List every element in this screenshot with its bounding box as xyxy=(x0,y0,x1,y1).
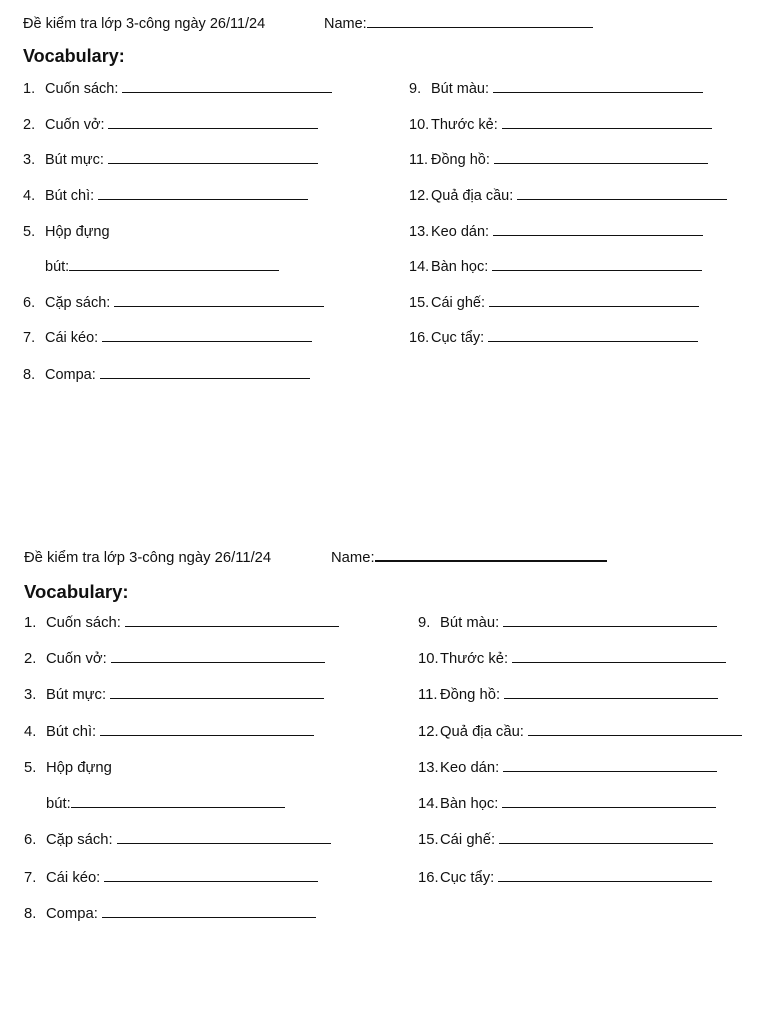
item-number: 15. xyxy=(409,295,430,311)
item-label: Đồng hồ: xyxy=(431,152,490,168)
item-number: 6. xyxy=(23,295,36,311)
item-label: Hộp đựng xyxy=(46,760,112,776)
vocab-item xyxy=(23,330,312,346)
vocab-item xyxy=(23,367,310,383)
name-field[interactable] xyxy=(331,550,607,566)
item-number: 8. xyxy=(24,906,37,922)
answer-blank[interactable] xyxy=(503,625,717,627)
answer-blank[interactable] xyxy=(493,234,703,236)
answer-blank[interactable] xyxy=(488,340,698,342)
answer-blank[interactable] xyxy=(528,734,742,736)
worksheet-header: Đề kiểm tra lớp 3-công ngày 26/11/24 xyxy=(23,16,266,32)
vocab-item xyxy=(24,906,316,922)
item-label: bút: xyxy=(46,796,71,812)
answer-blank[interactable] xyxy=(108,162,318,164)
item-label: Cục tẩy: xyxy=(431,330,485,346)
answer-blank[interactable] xyxy=(504,697,718,699)
item-label: Bút mực: xyxy=(45,152,104,168)
answer-blank[interactable] xyxy=(69,269,279,271)
answer-blank[interactable] xyxy=(125,625,339,627)
answer-blank[interactable] xyxy=(110,697,324,699)
item-number: 16. xyxy=(409,330,430,346)
vocab-item xyxy=(409,81,703,97)
vocab-item xyxy=(418,615,717,631)
item-label: Cái ghế: xyxy=(440,832,496,848)
answer-blank[interactable] xyxy=(114,305,324,307)
vocab-item xyxy=(24,796,285,812)
vocab-item xyxy=(24,832,331,848)
vocab-item xyxy=(23,152,318,168)
item-number: 14. xyxy=(409,259,430,275)
answer-blank[interactable] xyxy=(71,806,285,808)
vocab-item xyxy=(24,615,339,631)
item-label: Bàn học: xyxy=(431,259,489,275)
item-label: Compa: xyxy=(45,367,96,383)
vocab-item xyxy=(24,760,112,776)
item-label: Keo dán: xyxy=(431,224,490,240)
vocab-item xyxy=(24,724,314,740)
item-number: 7. xyxy=(24,870,37,886)
item-number: 5. xyxy=(24,760,37,776)
item-label: Cuốn vở: xyxy=(45,117,105,133)
answer-blank[interactable] xyxy=(492,269,702,271)
answer-blank[interactable] xyxy=(512,661,726,663)
item-label: Cục tẩy: xyxy=(440,870,495,886)
answer-blank[interactable] xyxy=(100,377,310,379)
item-label: Cuốn sách: xyxy=(46,615,121,631)
answer-blank[interactable] xyxy=(122,91,332,93)
item-number: 12. xyxy=(409,188,430,204)
vocab-item xyxy=(418,870,712,886)
vocab-item xyxy=(418,651,726,667)
item-number: 11. xyxy=(409,152,429,168)
vocab-item xyxy=(24,687,324,703)
item-label: Quả địa cầu: xyxy=(431,188,514,204)
answer-blank[interactable] xyxy=(517,198,727,200)
section-title: Vocabulary: xyxy=(24,581,129,602)
answer-blank[interactable] xyxy=(102,340,312,342)
vocab-item xyxy=(418,796,716,812)
vocab-item xyxy=(418,687,718,703)
item-label: Cuốn sách: xyxy=(45,81,119,97)
answer-blank[interactable] xyxy=(100,734,314,736)
item-label: Compa: xyxy=(46,906,98,922)
name-label: Name: xyxy=(324,16,367,32)
item-number: 2. xyxy=(24,651,37,667)
item-number: 9. xyxy=(409,81,422,97)
item-label: Cái kéo: xyxy=(46,870,101,886)
vocab-item xyxy=(409,259,702,275)
item-label: bút: xyxy=(45,259,70,275)
vocab-item xyxy=(418,832,713,848)
item-label: Bàn học: xyxy=(440,796,499,812)
item-number: 16. xyxy=(418,870,439,886)
item-number: 3. xyxy=(24,687,37,703)
name-field[interactable] xyxy=(324,16,593,32)
vocab-item xyxy=(409,188,727,204)
answer-blank[interactable] xyxy=(503,770,717,772)
name-label: Name: xyxy=(331,550,375,566)
vocab-item xyxy=(409,117,712,133)
item-label: Cặp sách: xyxy=(45,295,111,311)
item-label: Bút chì: xyxy=(46,724,97,740)
vocab-item xyxy=(418,724,742,740)
item-label: Bút mực: xyxy=(46,687,107,703)
item-label: Đồng hồ: xyxy=(440,687,501,703)
answer-blank[interactable] xyxy=(498,880,712,882)
vocab-item xyxy=(24,870,318,886)
item-label: Cái ghế: xyxy=(431,295,486,311)
answer-blank[interactable] xyxy=(499,842,713,844)
item-number: 4. xyxy=(23,188,36,204)
item-number: 13. xyxy=(418,760,439,776)
item-label: Bút màu: xyxy=(440,615,500,631)
answer-blank[interactable] xyxy=(502,127,712,129)
name-blank[interactable] xyxy=(367,27,593,28)
answer-blank[interactable] xyxy=(104,880,318,882)
vocab-item xyxy=(23,259,279,275)
item-number: 15. xyxy=(418,832,439,848)
vocab-item xyxy=(23,81,332,97)
item-number: 8. xyxy=(23,367,36,383)
item-label: Quả địa cầu: xyxy=(440,724,524,740)
item-number: 7. xyxy=(23,330,36,346)
answer-blank[interactable] xyxy=(493,91,703,93)
vocab-item xyxy=(23,295,324,311)
item-number: 11. xyxy=(418,687,438,703)
vocab-item xyxy=(409,224,703,240)
answer-blank[interactable] xyxy=(102,916,316,918)
answer-blank[interactable] xyxy=(117,842,331,844)
vocab-item xyxy=(23,117,318,133)
item-number: 5. xyxy=(23,224,36,240)
item-number: 9. xyxy=(418,615,431,631)
item-number: 13. xyxy=(409,224,430,240)
item-number: 10. xyxy=(409,117,430,133)
item-number: 10. xyxy=(418,651,439,667)
item-label: Cái kéo: xyxy=(45,330,99,346)
section-title: Vocabulary: xyxy=(23,46,125,66)
vocab-item xyxy=(409,330,698,346)
item-label: Hộp đựng xyxy=(45,224,110,240)
worksheet-header: Đề kiểm tra lớp 3-công ngày 26/11/24 xyxy=(24,550,272,566)
vocab-item xyxy=(409,295,699,311)
item-number: 14. xyxy=(418,796,439,812)
vocab-item xyxy=(418,760,717,776)
item-label: Thước kẻ: xyxy=(440,651,509,667)
item-label: Thước kẻ: xyxy=(431,117,498,133)
item-label: Bút chì: xyxy=(45,188,95,204)
item-number: 1. xyxy=(24,615,37,631)
vocab-item xyxy=(24,651,325,667)
item-number: 2. xyxy=(23,117,36,133)
item-number: 3. xyxy=(23,152,36,168)
item-label: Keo dán: xyxy=(440,760,500,776)
vocab-item xyxy=(23,188,308,204)
item-label: Bút màu: xyxy=(431,81,490,97)
item-number: 4. xyxy=(24,724,37,740)
answer-blank[interactable] xyxy=(502,806,716,808)
answer-blank[interactable] xyxy=(489,305,699,307)
vocab-item xyxy=(23,224,110,240)
item-label: Cuốn vở: xyxy=(46,651,107,667)
answer-blank[interactable] xyxy=(494,162,708,164)
name-blank[interactable] xyxy=(375,560,607,562)
item-number: 1. xyxy=(23,81,36,97)
answer-blank[interactable] xyxy=(111,661,325,663)
vocab-item xyxy=(409,152,708,168)
answer-blank[interactable] xyxy=(108,127,318,129)
answer-blank[interactable] xyxy=(98,198,308,200)
item-number: 12. xyxy=(418,724,439,740)
item-label: Cặp sách: xyxy=(46,832,113,848)
item-number: 6. xyxy=(24,832,37,848)
